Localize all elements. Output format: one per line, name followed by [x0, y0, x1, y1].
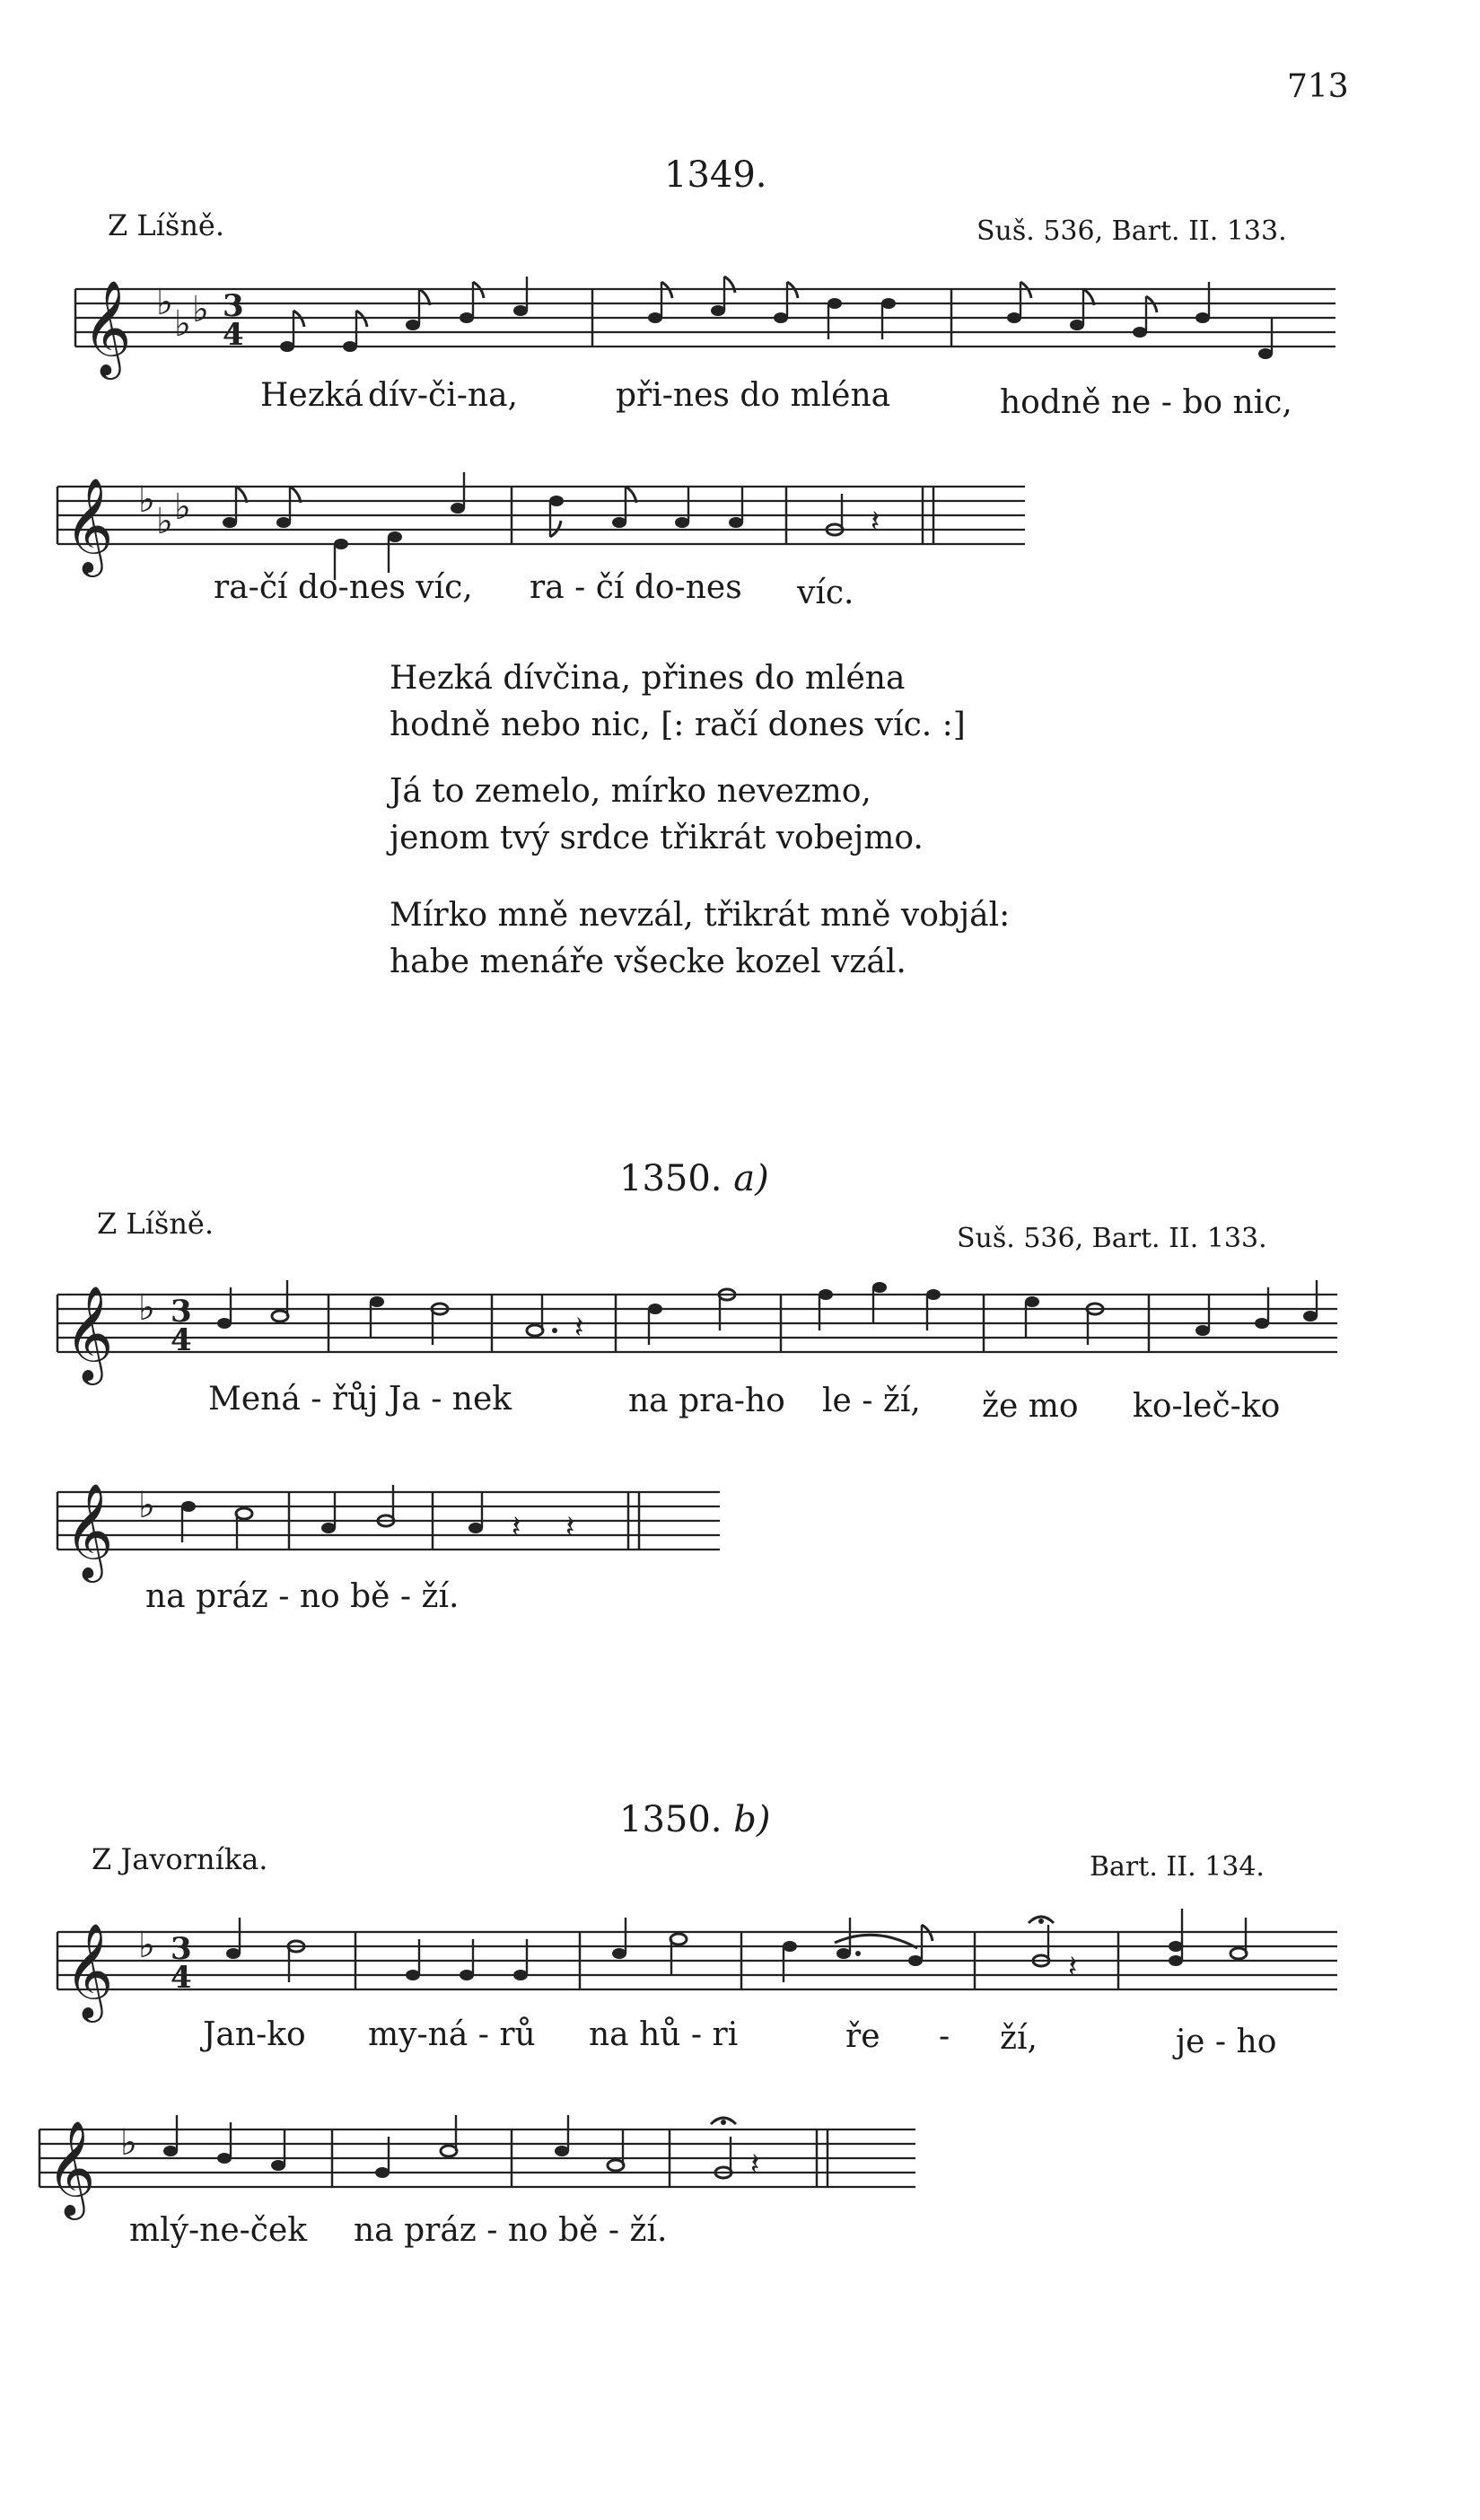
treble-clef-icon: 𝄞: [65, 477, 114, 573]
flat-icon: ♭: [120, 2122, 137, 2164]
verse: [390, 768, 924, 862]
lyric-syllable: -: [939, 2018, 950, 2055]
flat-icon: ♭: [192, 289, 209, 330]
song-origin: Z Líšně.: [97, 1207, 215, 1241]
flat-icon: ♭: [174, 303, 191, 345]
rest-icon: 𝄽: [871, 504, 880, 540]
lyric-syllable: při-nes do mléna: [616, 377, 891, 414]
song-number: [619, 1799, 770, 1840]
notes: [181, 1485, 639, 1550]
song-origin: Z Javorníka.: [92, 1842, 268, 1876]
treble-clef-icon: 𝄞: [47, 2120, 96, 2216]
treble-clef-icon: 𝄞: [65, 1285, 114, 1381]
song-source: Suš. 536, Bart. II. 133.: [976, 215, 1287, 247]
staff-lines: [57, 1295, 1337, 1352]
song-number: [619, 1158, 769, 1199]
time-signature: 3: [171, 1294, 192, 1330]
lyric-syllable: je - ho: [1176, 2024, 1277, 2060]
flat-icon: ♭: [174, 487, 191, 528]
lyric-syllable: na pra-ho: [628, 1383, 785, 1419]
time-signature: 3: [223, 288, 244, 324]
rest-icon: 𝄽: [750, 2147, 760, 2182]
staff-lines: [57, 1492, 720, 1550]
staff-lines: [57, 1932, 1337, 1989]
time-signature: 4: [223, 317, 244, 353]
page-number: 713: [1287, 68, 1349, 105]
rest-icon: 𝄽: [512, 1509, 521, 1545]
verse-line: jenom tvý srdce třikrát vobejmo.: [390, 820, 924, 856]
lyric-syllable: na práz - no bě - ží.: [145, 1578, 460, 1615]
verse-line: hodně nebo nic, [: račí dones víc. :]: [390, 707, 966, 743]
song-source: Suš. 536, Bart. II. 133.: [957, 1223, 1267, 1254]
lyric-syllable: Jan-ko: [203, 2016, 306, 2053]
notes: [223, 472, 933, 580]
flat-icon: ♭: [156, 282, 173, 323]
lyric-syllable: dív-či-na,: [368, 377, 518, 414]
music-staff: [27, 2110, 924, 2226]
song-number-value: 1350.: [619, 1158, 722, 1199]
rest-icon: 𝄽: [1068, 1949, 1078, 1985]
staff-lines: [39, 2129, 915, 2187]
music-staff: [45, 1275, 1346, 1392]
song-number-value: 1350.: [619, 1799, 722, 1840]
lyric-syllable: na hů - ri: [589, 2016, 739, 2053]
verse-line: habe menáře všecke kozel vzál.: [390, 944, 906, 980]
lyric-syllable: ra - čí do-nes: [530, 569, 742, 606]
flat-icon: ♭: [156, 501, 173, 542]
flat-icon: ♭: [138, 1287, 155, 1329]
lyric-syllable: ře: [845, 2018, 880, 2055]
verse-line: Hezká dívčina, přines do mléna: [390, 660, 906, 697]
treble-clef-icon: 𝄞: [83, 279, 132, 375]
lyric-syllable: mlý-ne-ček: [129, 2212, 308, 2249]
verse-line: Mírko mně nevzál, třikrát mně vobjál:: [390, 897, 1011, 934]
time-signature: 3: [171, 1931, 192, 1967]
verse: [390, 655, 966, 749]
treble-clef-icon: 𝄞: [65, 1482, 114, 1578]
lyric-syllable: že mo: [982, 1388, 1079, 1425]
time-signature: 4: [171, 1322, 192, 1358]
song-origin: Z Líšně.: [108, 208, 225, 242]
rest-icon: 𝄽: [574, 1310, 584, 1346]
lyric-syllable: ží,: [1000, 2020, 1038, 2057]
lyric-syllable: Mená - řůj Ja - nek: [208, 1381, 512, 1418]
lyric-syllable: víc.: [797, 575, 854, 611]
lyric-syllable: le - ží,: [822, 1383, 921, 1419]
song-variant: b): [733, 1799, 771, 1840]
flat-icon: ♭: [138, 1485, 155, 1526]
flat-icon: ♭: [138, 1925, 155, 1966]
lyric-syllable: Hezká: [260, 377, 363, 414]
rest-icon: 𝄽: [565, 1509, 575, 1545]
lyric-syllable: ra-čí do-nes víc,: [214, 569, 473, 606]
notes: [163, 2115, 828, 2187]
music-staff: [45, 467, 1032, 584]
treble-clef-icon: 𝄞: [65, 1922, 114, 2018]
lyric-syllable: ko-leč-ko: [1133, 1388, 1281, 1425]
lyric-syllable: hodně ne - bo nic,: [1000, 384, 1292, 421]
lyric-syllable: my-ná - rů: [368, 2016, 536, 2053]
lyric-syllable: na práz - no bě - ží.: [354, 2212, 668, 2249]
notes: [217, 1280, 1318, 1352]
music-staff: [63, 269, 1355, 386]
song-variant: a): [733, 1158, 769, 1199]
verse-line: Já to zemelo, mírko nevezmo,: [390, 773, 871, 810]
verse: [390, 892, 1010, 986]
music-staff: [45, 1472, 727, 1589]
flat-icon: ♭: [138, 479, 155, 521]
notes: [226, 1909, 1247, 1989]
song-source: Bart. II. 134.: [1090, 1851, 1265, 1883]
time-signature: 4: [171, 1960, 192, 1996]
song-number: 1349.: [664, 154, 767, 196]
music-staff: [45, 1912, 1346, 2029]
